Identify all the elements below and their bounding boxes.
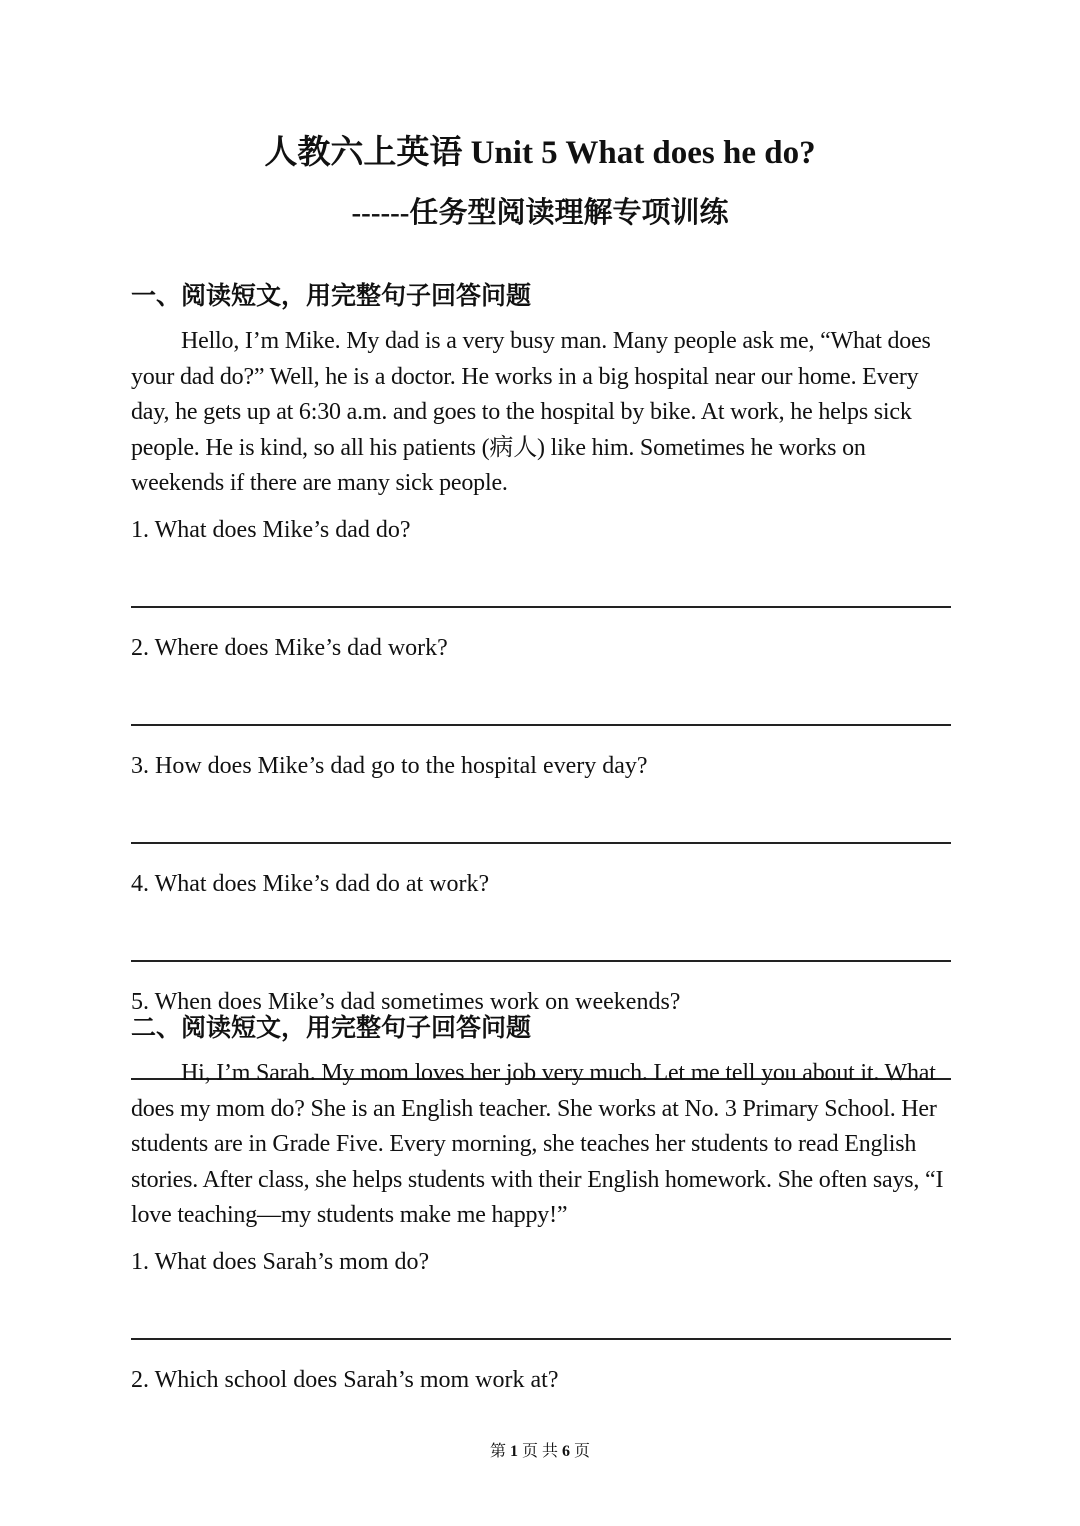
answer-line[interactable] bbox=[131, 902, 951, 962]
reading-passage: Hello, I’m Mike. My dad is a very busy man. Many people ask me, “What does your dad do?” Well, he is a doctor. He works in a big hospital near our home. Every day, he gets up at 6:30 a.m. and goes to the hospital by bike. At work, he helps sick people. He is kind, so all his patients (病人) like him. Sometimes he works on weekends if there are many sick people. bbox=[131, 328, 931, 496]
answer-line[interactable] bbox=[131, 1280, 951, 1340]
page-title: 人教六上英语 Unit 5 What does he do? bbox=[264, 135, 816, 171]
section-heading: 二、阅读短文，用完整句子回答问题 bbox=[131, 1013, 532, 1042]
answer-line[interactable] bbox=[131, 548, 951, 608]
question: 1. What does Mike’s dad do? bbox=[131, 516, 411, 543]
footer-middle: 页 共 bbox=[521, 1443, 558, 1460]
question: 4. What does Mike’s dad do at work? bbox=[131, 870, 490, 897]
footer-total-pages: 6 bbox=[562, 1443, 570, 1460]
question: 2. Where does Mike’s dad work? bbox=[131, 634, 448, 661]
footer-suffix: 页 bbox=[574, 1443, 591, 1460]
footer-page-number: 1 bbox=[509, 1443, 518, 1460]
section-2 bbox=[131, 1008, 951, 1398]
footer-prefix: 第 bbox=[489, 1443, 506, 1460]
answer-line[interactable] bbox=[131, 666, 951, 726]
page-footer bbox=[0, 1440, 1080, 1464]
question: 3. How does Mike’s dad go to the hospital every day? bbox=[131, 752, 648, 779]
question: 1. What does Sarah’s mom do? bbox=[131, 1248, 430, 1275]
page-subtitle: ------任务型阅读理解专项训练 bbox=[351, 197, 729, 229]
question: 2. Which school does Sarah’s mom work at? bbox=[131, 1366, 559, 1393]
reading-passage: Hi, I’m Sarah. My mom loves her job very much. Let me tell you about it. What does my mom do? She is an English teacher. She works at No. 3 Primary School. Her students are in Grade Five. Every morning, she teaches her students to read English stories. After class, she helps students with their English homework. She often says, “I love teaching—my students make me happy!” bbox=[131, 1060, 944, 1228]
answer-line[interactable] bbox=[131, 784, 951, 844]
question: 5. When does Mike’s dad sometimes work on weekends? bbox=[131, 988, 681, 1015]
section-heading: 一、阅读短文，用完整句子回答问题 bbox=[131, 281, 532, 310]
section-1 bbox=[131, 276, 951, 1102]
